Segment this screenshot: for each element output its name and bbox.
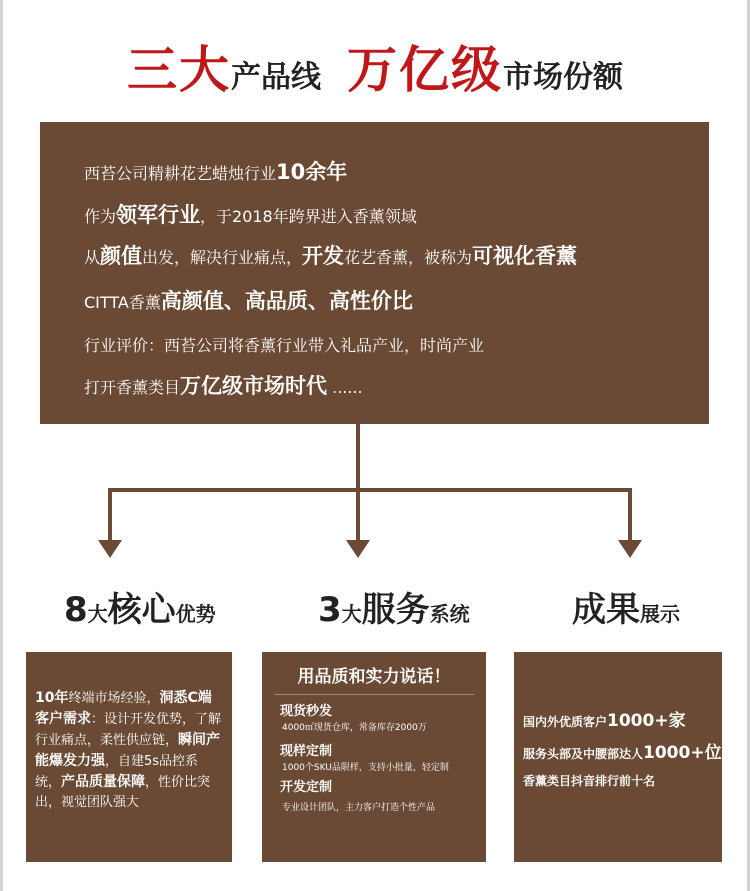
service-desc-spot: 4000㎡现货仓库，常备库存2000万 — [282, 723, 427, 733]
intro-line-2: 作为领军行业，于2018年跨界进入香薰领域 — [84, 203, 417, 227]
arrow-down-icon — [618, 540, 642, 558]
service-title-spot: 现货秒发 — [280, 704, 333, 719]
left-border — [0, 0, 3, 891]
section-title-services: 3大服务系统 — [318, 590, 470, 630]
intro-line-3: 从颜值出发，解决行业痛点，开发花艺香薰，被称为可视化香薰 — [84, 244, 578, 268]
result-ranking: 香薰类目抖音排行前十名 — [523, 774, 656, 788]
headline-market-share: 市场份额 — [503, 60, 623, 95]
service-title-custom: 开发定制 — [280, 780, 333, 795]
services-card-heading: 用品质和实力说话！ — [297, 667, 451, 687]
connector-right-drop — [628, 488, 632, 540]
service-desc-sample: 1000个SKU品限样，支持小批量，轻定制 — [282, 763, 449, 773]
headline-trillion: 万亿级 — [347, 41, 503, 99]
arrow-down-icon — [98, 540, 122, 558]
arrow-down-icon — [346, 540, 370, 558]
connector-vertical-main — [356, 424, 360, 490]
section-title-advantages: 8大核心优势 — [64, 590, 216, 630]
connector-horizontal — [108, 488, 632, 492]
advantages-card: 10年终端市场经验，洞悉C端客户需求：设计开发优势，了解行业痛点，柔性供应链，瞬间产能爆发力强，自建5s品控系统，产品质量保障，性价比突出，视觉团队强大 — [26, 652, 232, 862]
result-clients: 国内外优质客户1000+家 — [523, 711, 686, 731]
intro-line-4: CITTA香薰高颜值、高品质、高性价比 — [84, 289, 413, 313]
headline-three-big: 三大 — [127, 41, 231, 99]
headline-product-lines: 产品线 — [231, 60, 321, 95]
intro-line-5: 行业评价：西苔公司将香薰行业带入礼品产业，时尚产业 — [84, 336, 485, 355]
intro-box — [40, 122, 709, 424]
intro-line-6: 打开香薰类目万亿级市场时代 ...... — [84, 374, 363, 398]
section-title-results: 成果展示 — [572, 590, 680, 630]
page-headline — [0, 30, 750, 102]
connector-left-drop — [108, 488, 112, 540]
intro-line-1: 西苔公司精耕花艺蜡烛行业10余年 — [84, 160, 348, 184]
connector-middle-drop — [356, 488, 360, 540]
results-card — [514, 652, 722, 862]
service-title-sample: 现样定制 — [280, 744, 333, 759]
result-influencers: 服务头部及中腰部达人1000+位 — [523, 743, 722, 763]
services-card — [262, 652, 486, 862]
service-desc-custom: 专业设计团队，主力客户打造个性产品 — [282, 803, 436, 813]
divider — [274, 694, 474, 695]
